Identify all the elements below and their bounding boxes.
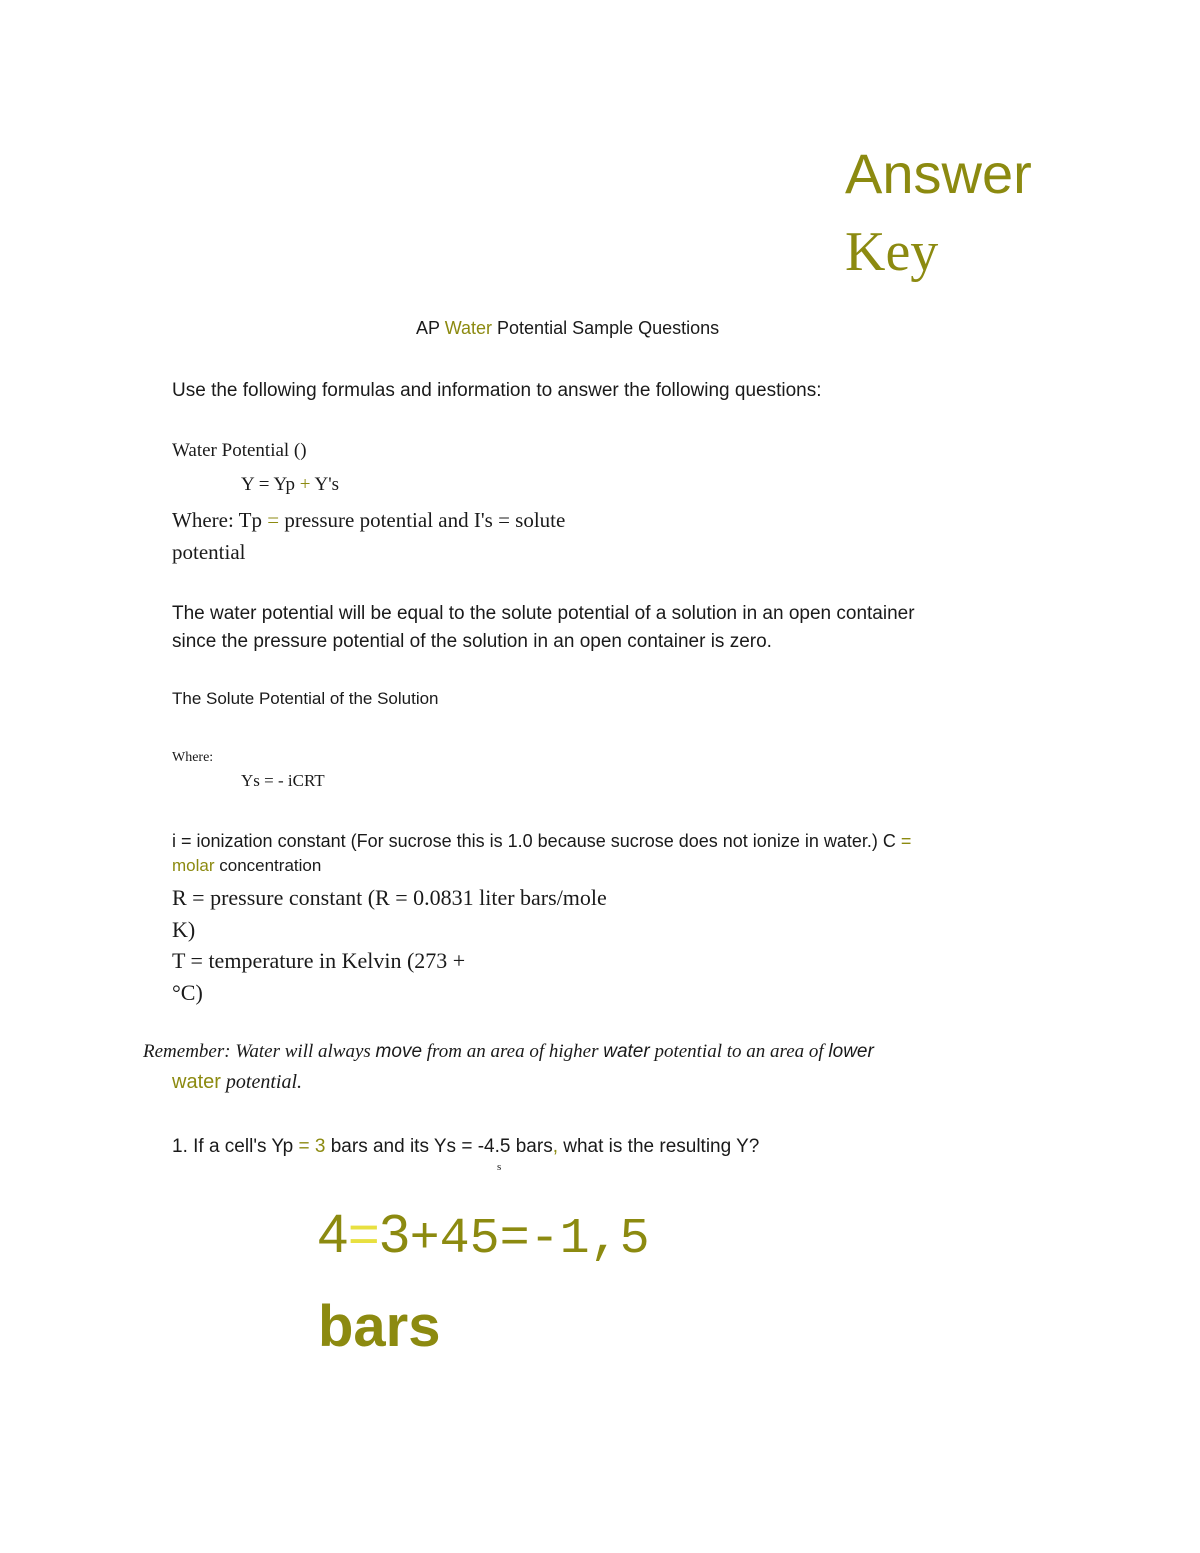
open-container-line2: since the pressure potential of the solution in an open container is zero. xyxy=(172,631,772,652)
water-potential-where xyxy=(172,508,565,533)
intro-text: Use the following formulas and information to answer the following questions: xyxy=(172,380,822,401)
remember-part-2b: potential. xyxy=(220,1071,303,1093)
answer-1-equals: = xyxy=(348,1204,380,1264)
answer-key-heading xyxy=(845,142,1032,283)
solute-potential-heading: The Solute Potential of the Solution xyxy=(172,689,439,708)
formula-plus: + xyxy=(299,474,311,495)
ionization-text: i = ionization constant (For sucrose this is 1.0 because sucrose does not ionize in water.) C xyxy=(172,831,901,851)
water-potential-formula xyxy=(241,474,339,496)
title-suffix: Potential Sample Questions xyxy=(492,318,720,338)
question-1-subscript: s xyxy=(497,1161,502,1173)
page-title xyxy=(416,318,719,339)
water-potential-where-cont: potential xyxy=(172,540,246,564)
answer-key-line1: Answer xyxy=(845,142,1032,205)
ionization-eq: = xyxy=(900,831,912,851)
solute-potential-formula: Ys = - iCRT xyxy=(241,771,325,790)
title-highlight: Water xyxy=(444,318,493,338)
title-prefix: AP xyxy=(416,318,445,338)
remember-part-c: from an area of higher xyxy=(422,1041,604,1062)
temperature-line2: °C) xyxy=(172,980,203,1005)
question-1-part-a: 1. If a cell's Yp xyxy=(172,1136,299,1157)
where-eq: = xyxy=(267,508,280,532)
molar-line xyxy=(172,856,321,876)
formula-part-a: Y = Yp xyxy=(241,474,300,495)
where-part-a: Where: Tp xyxy=(172,508,268,532)
answer-1-rest: +45=-1,5 xyxy=(409,1211,650,1268)
where-part-b: pressure potential and I's = solute xyxy=(279,508,566,532)
open-container-line1: The water potential will be equal to the solute potential of a solution in an open container xyxy=(172,603,915,624)
formula-part-b: Y's xyxy=(310,474,340,495)
molar-word: molar xyxy=(172,856,215,875)
remember-lower: lower xyxy=(828,1041,874,1062)
answer-1-units: bars xyxy=(318,1294,441,1359)
remember-water-2: water xyxy=(172,1071,221,1093)
temperature-line1: T = temperature in Kelvin (273 + xyxy=(172,948,466,973)
remember-part-a: Remember: Water will always xyxy=(143,1041,376,1062)
answer-1-equation xyxy=(318,1204,650,1268)
remember-line1 xyxy=(143,1041,874,1063)
pressure-constant-line2: K) xyxy=(172,917,196,942)
remember-line2 xyxy=(172,1071,302,1094)
question-1-part-b: bars and its Ys = -4.5 bars xyxy=(325,1136,553,1157)
remember-move: move xyxy=(375,1041,423,1062)
pressure-constant-line1: R = pressure constant (R = 0.0831 liter bars/mole xyxy=(172,885,607,910)
molar-rest: concentration xyxy=(214,856,322,875)
question-1-eq: = 3 xyxy=(298,1136,326,1157)
answer-key-line2: Key xyxy=(845,221,939,283)
ionization-line xyxy=(172,831,911,852)
question-1 xyxy=(172,1136,759,1158)
question-1-part-c: what is the resulting Y? xyxy=(557,1136,760,1157)
answer-1-digit-3: 3 xyxy=(379,1204,410,1264)
remember-water: water xyxy=(603,1041,650,1062)
remember-part-e: potential to an area of xyxy=(649,1041,829,1062)
answer-1-digit-4: 4 xyxy=(318,1204,349,1264)
water-potential-label: Water Potential () xyxy=(172,440,307,461)
question-1-comma: , xyxy=(552,1136,558,1157)
solute-potential-where: Where: xyxy=(172,750,214,765)
